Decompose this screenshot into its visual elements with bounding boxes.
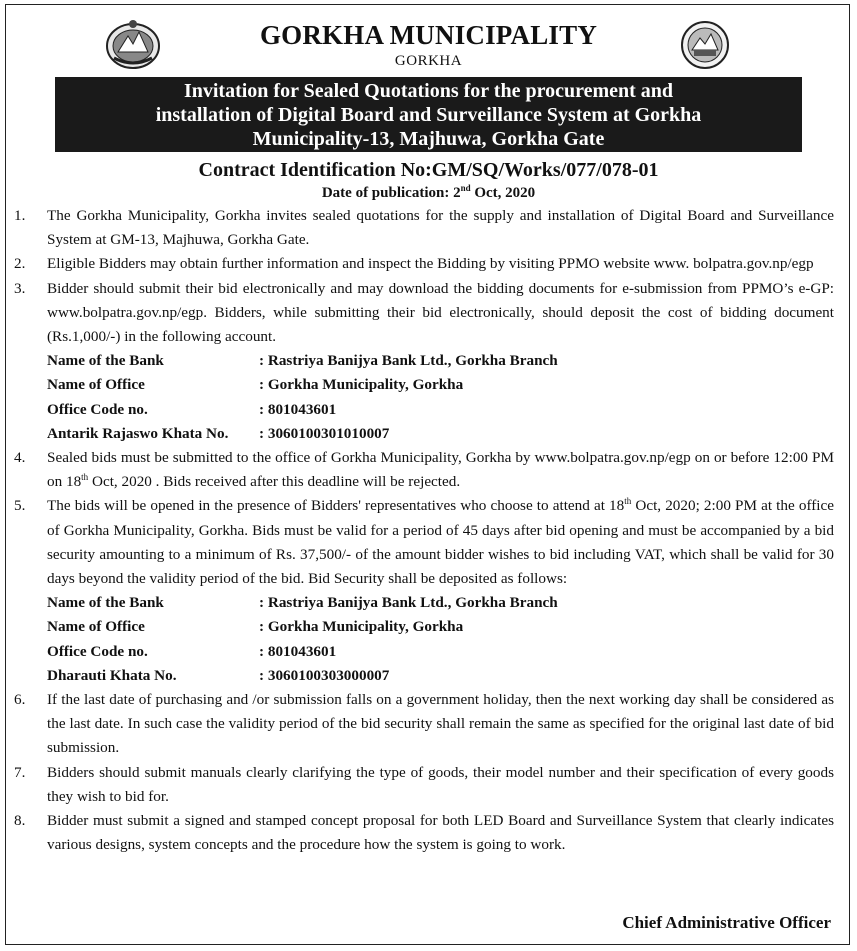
item-text: If the last date of purchasing and /or submission falls on a government holiday, then the next working day shall be considered as the last date. In such case the validity period of the bid security shall remain the same as specified for the original last date of bid submission. bbox=[47, 691, 834, 757]
list-item bbox=[14, 252, 834, 276]
notice-body bbox=[14, 204, 834, 857]
contract-id: Contract Identification No:GM/SQ/Works/077/078-01 bbox=[198, 159, 659, 181]
khata-row: Dharauti Khata No. : 3060100303000007 bbox=[47, 666, 390, 684]
list-item bbox=[14, 277, 834, 350]
banner-line: Municipality-13, Majhuwa, Gorkha Gate bbox=[252, 128, 605, 150]
office-code-row: Office Code no. : 801043601 bbox=[47, 642, 337, 660]
list-item bbox=[14, 809, 834, 857]
page-title: GORKHA MUNICIPALITY bbox=[259, 20, 598, 50]
item-number: 8. bbox=[14, 812, 26, 830]
list-item bbox=[14, 446, 834, 494]
item-number: 6. bbox=[14, 691, 26, 709]
khata-row: Antarik Rajaswo Khata No. : 3060100301010007 bbox=[47, 424, 390, 442]
item-number: 4. bbox=[14, 449, 26, 467]
list-item bbox=[14, 494, 834, 591]
publication-date: Date of publication: 2nd Oct, 2020 bbox=[321, 183, 536, 201]
office-row: Name of Office : Gorkha Municipality, Gorkha bbox=[47, 376, 464, 394]
item-number: 1. bbox=[14, 207, 26, 224]
list-item bbox=[14, 204, 834, 252]
page-subtitle: GORKHA bbox=[394, 53, 463, 69]
list-item bbox=[14, 688, 834, 761]
bank-row: Name of the Bank : Rastriya Banijya Bank Ltd., Gorkha Branch bbox=[47, 594, 558, 612]
item-text: The Gorkha Municipality, Gorkha invites sealed quotations for the supply and installation of Digital Board and Surveillance System at GM-13, Majhuwa, Gorkha Gate. bbox=[47, 207, 834, 249]
item-number: 5. bbox=[14, 497, 26, 515]
item-text: Bidders should submit manuals clearly clarifying the type of goods, their model number and their specification of every goods they wish to bid for. bbox=[47, 763, 834, 805]
signature-title: Chief Administrative Officer bbox=[622, 913, 831, 932]
item-number: 7. bbox=[14, 763, 26, 781]
list-item bbox=[14, 761, 834, 809]
item-text: Bidder should submit their bid electronically and may download the bidding documents for e-submission from PPMO’s e-GP: www.bolpatra.gov.np/egp. Bidders, while submitting their bid electronically, should deposit the cost of bidding document (Rs.1,000/-) in the following account. bbox=[47, 279, 834, 346]
office-row: Name of Office : Gorkha Municipality, Gorkha bbox=[47, 618, 464, 636]
item-number: 3. bbox=[14, 279, 26, 297]
item-text: Sealed bids must be submitted to the office of Gorkha Municipality, Gorkha by www.bolpatra.gov.np/egp on or before 12:00 PM on 18th Oct, 2020 . Bids received after this deadline will be rejected. bbox=[47, 449, 834, 491]
item-text: Eligible Bidders may obtain further information and inspect the Bidding by visiting PPMO website www. bolpatra.gov.np/egp bbox=[47, 255, 814, 273]
banner-line: installation of Digital Board and Surveillance System at Gorkha bbox=[155, 104, 702, 126]
item-text: The bids will be opened in the presence of Bidders' representatives who choose to attend at 18th Oct, 2020; 2:00 PM at the office of Gorkha Municipality, Gorkha. Bids must be valid for a period of 45 days after bid opening and must be accompanied by a bid security amounting to a minimum of Rs. 37,500/- of the amount bidder wishes to bid including VAT, which shall be valid for 30 days beyond the validity period of the bid. Bid Security shall be deposited as follows: bbox=[47, 496, 834, 588]
item-number: 2. bbox=[14, 255, 26, 273]
office-code-row: Office Code no. : 801043601 bbox=[47, 400, 337, 418]
banner-line: Invitation for Sealed Quotations for the procurement and bbox=[183, 80, 674, 102]
item-text: Bidder must submit a signed and stamped concept proposal for both LED Board and Surveillance System that clearly indicates various designs, system concepts and the procedure how the system is going to work. bbox=[47, 812, 834, 854]
bank-row: Name of the Bank : Rastriya Banijya Bank Ltd., Gorkha Branch bbox=[47, 352, 558, 370]
notice-banner bbox=[55, 77, 802, 152]
